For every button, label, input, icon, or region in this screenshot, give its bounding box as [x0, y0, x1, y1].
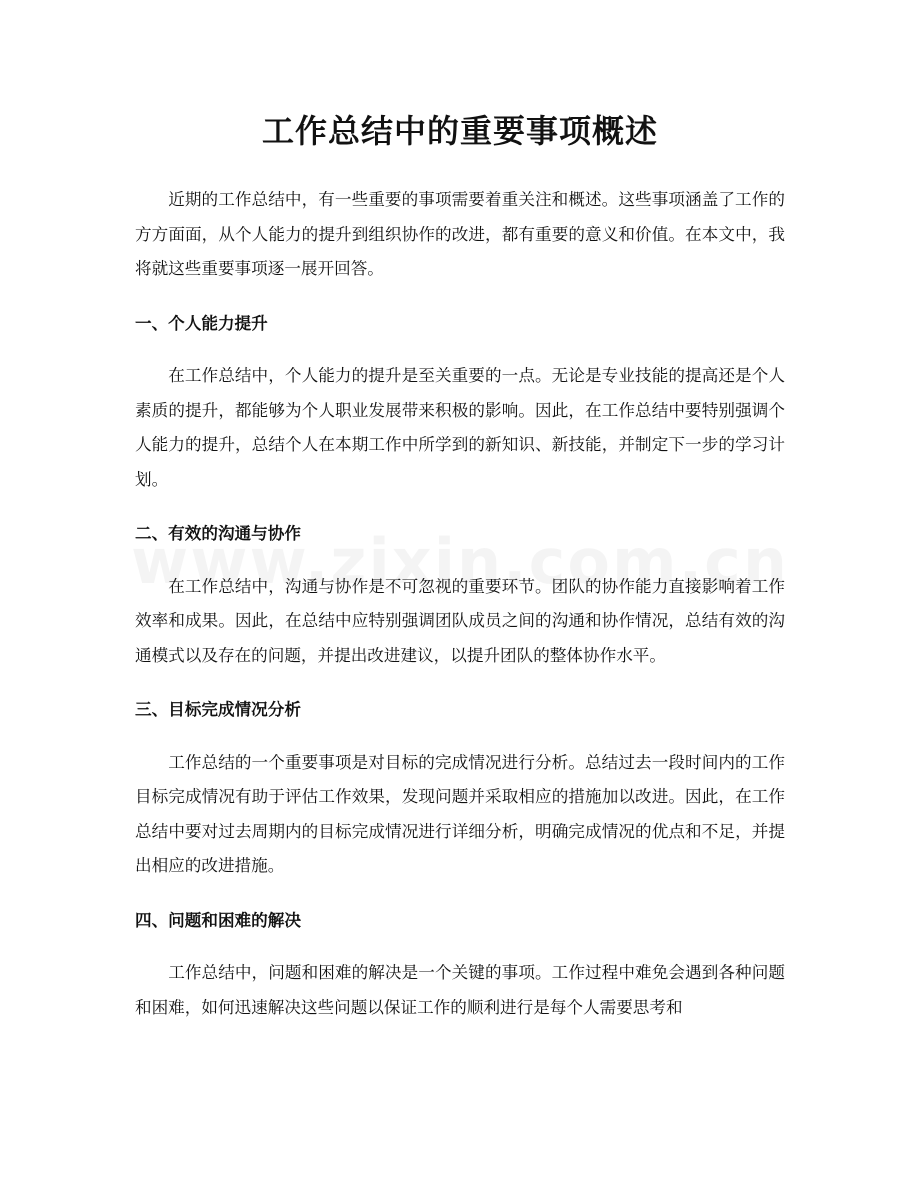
section-paragraph: 工作总结中，问题和困难的解决是一个关键的事项。工作过程中难免会遇到各种问题和困难，如何迅速解决这些问题以保证工作的顺利进行是每个人需要思考和 — [135, 963, 785, 1017]
section-heading: 四、问题和困难的解决 — [135, 910, 301, 930]
section-heading: 一、个人能力提升 — [135, 313, 268, 333]
section-4 — [135, 904, 785, 1026]
document-title: 工作总结中的重要事项概述 — [261, 112, 658, 150]
section-heading: 三、目标完成情况分析 — [135, 700, 301, 719]
section-1 — [135, 307, 785, 518]
section-paragraph: 在工作总结中，沟通与协作是不可忽视的重要环节。团队的协作能力直接影响着工作效率和成果。因此，在总结中应特别强调团队成员之间的沟通和协作情况，总结有效的沟通模式以及存在的问题，并提出改进建议，以提升团队的整体协作水平。 — [135, 576, 785, 665]
section-paragraph: 在工作总结中，个人能力的提升是至关重要的一点。无论是专业技能的提高还是个人素质的提升，都能够为个人职业发展带来积极的影响。因此，在工作总结中要特别强调个人能力的提升，总结个人在本期工作中所学到的新知识、新技能，并制定下一步的学习计划。 — [135, 366, 785, 489]
intro-paragraph: 近期的工作总结中，有一些重要的事项需要着重关注和概述。这些事项涵盖了工作的方方面面，从个人能力的提升到组织协作的改进，都有重要的意义和价值。在本文中，我将就这些重要事项逐一展开回答。 — [135, 190, 785, 278]
section-heading: 二、有效的沟通与协作 — [135, 524, 301, 543]
document-body — [135, 183, 785, 1025]
section-paragraph: 工作总结的一个重要事项是对目标的完成情况进行分析。总结过去一段时间内的工作目标完成情况有助于评估工作效果，发现问题并采取相应的措施加以改进。因此，在工作总结中要对过去周期内的目标完成情况进行详细分析，明确完成情况的优点和不足，并提出相应的改进措施。 — [135, 752, 785, 875]
section-2 — [135, 517, 785, 693]
section-3 — [135, 693, 785, 904]
